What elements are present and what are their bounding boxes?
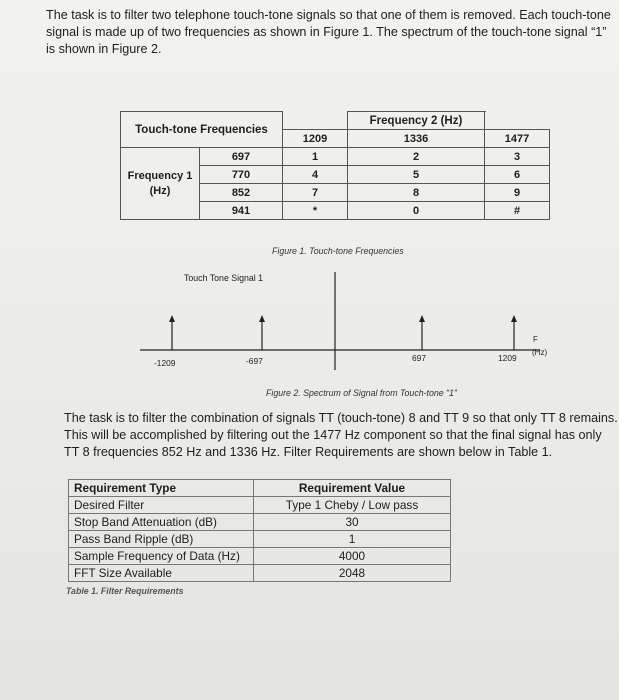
key-3: 3 <box>485 148 550 166</box>
row-freq-852: 852 <box>200 184 283 202</box>
key-5: 5 <box>348 166 485 184</box>
key-0: 0 <box>348 202 485 220</box>
touch-tone-table <box>120 111 550 220</box>
figure2-caption: Figure 2. Spectrum of Signal from Touch-tone “1” <box>266 388 457 398</box>
tick-label--1209: -1209 <box>154 358 176 368</box>
key-6: 6 <box>485 166 550 184</box>
corner-label: Touch-tone Frequencies <box>121 112 283 148</box>
header-requirement-value: Requirement Value <box>254 480 451 497</box>
tick-label-1209: 1209 <box>498 353 517 363</box>
axis-label-unit: (Hz) <box>532 348 548 357</box>
freq1-label <box>121 148 200 220</box>
header-requirement-type: Requirement Type <box>69 480 254 497</box>
figure1-caption: Figure 1. Touch-tone Frequencies <box>272 246 404 256</box>
value-sample-frequency: 4000 <box>254 548 451 565</box>
type-pass-band: Pass Band Ripple (dB) <box>69 531 254 548</box>
tick-label--697: -697 <box>246 356 263 366</box>
intro-paragraph: The task is to filter two telephone touch-tone signals so that one of them is removed. Each touch-tone signal is made up of two frequencies as shown in Figure 1. The spectrum of the touch-tone signal “1” is shown in Figure 2. <box>46 8 611 56</box>
value-desired-filter: Type 1 Cheby / Low pass <box>254 497 451 514</box>
type-sample-frequency: Sample Frequency of Data (Hz) <box>69 548 254 565</box>
spacer-cell <box>485 112 550 130</box>
value-fft-size: 2048 <box>254 565 451 582</box>
tick-label-697: 697 <box>412 353 426 363</box>
key-1: 1 <box>283 148 348 166</box>
key-4: 4 <box>283 166 348 184</box>
spacer-cell <box>283 112 348 130</box>
spectrum-title: Touch Tone Signal 1 <box>184 273 264 283</box>
freq1-label-line2: (Hz) <box>149 184 171 197</box>
key-8: 8 <box>348 184 485 202</box>
impulse--697 <box>259 315 265 350</box>
impulse-697 <box>419 315 425 350</box>
key-9: 9 <box>485 184 550 202</box>
impulse-1209 <box>511 315 517 350</box>
row-freq-697: 697 <box>200 148 283 166</box>
value-pass-band: 1 <box>254 531 451 548</box>
freq2-label: Frequency 2 (Hz) <box>348 112 485 130</box>
value-stop-band: 30 <box>254 514 451 531</box>
col-header-1336: 1336 <box>348 130 485 148</box>
col-header-1209: 1209 <box>283 130 348 148</box>
freq1-label-line1: Frequency 1 <box>127 169 193 182</box>
row-freq-770: 770 <box>200 166 283 184</box>
spectrum-plot <box>140 262 580 390</box>
key-hash: # <box>485 202 550 220</box>
impulse--1209 <box>169 315 175 350</box>
key-2: 2 <box>348 148 485 166</box>
filter-requirements-table <box>68 479 451 582</box>
key-star: * <box>283 202 348 220</box>
key-7: 7 <box>283 184 348 202</box>
col-header-1477: 1477 <box>485 130 550 148</box>
row-freq-941: 941 <box>200 202 283 220</box>
type-stop-band: Stop Band Attenuation (dB) <box>69 514 254 531</box>
type-desired-filter: Desired Filter <box>69 497 254 514</box>
axis-label-f: F <box>533 335 538 344</box>
type-fft-size: FFT Size Available <box>69 565 254 582</box>
table1-caption: Table 1. Filter Requirements <box>66 586 184 596</box>
task-paragraph: The task is to filter the combination of signals TT (touch-tone) 8 and TT 9 so that only TT 8 remains. This will be accomplished by filtering out the 1477 Hz component so that the final signal has only TT 8 frequencies 852 Hz and 1336 Hz. Filter Requirements are shown below in Table 1. <box>64 411 618 459</box>
